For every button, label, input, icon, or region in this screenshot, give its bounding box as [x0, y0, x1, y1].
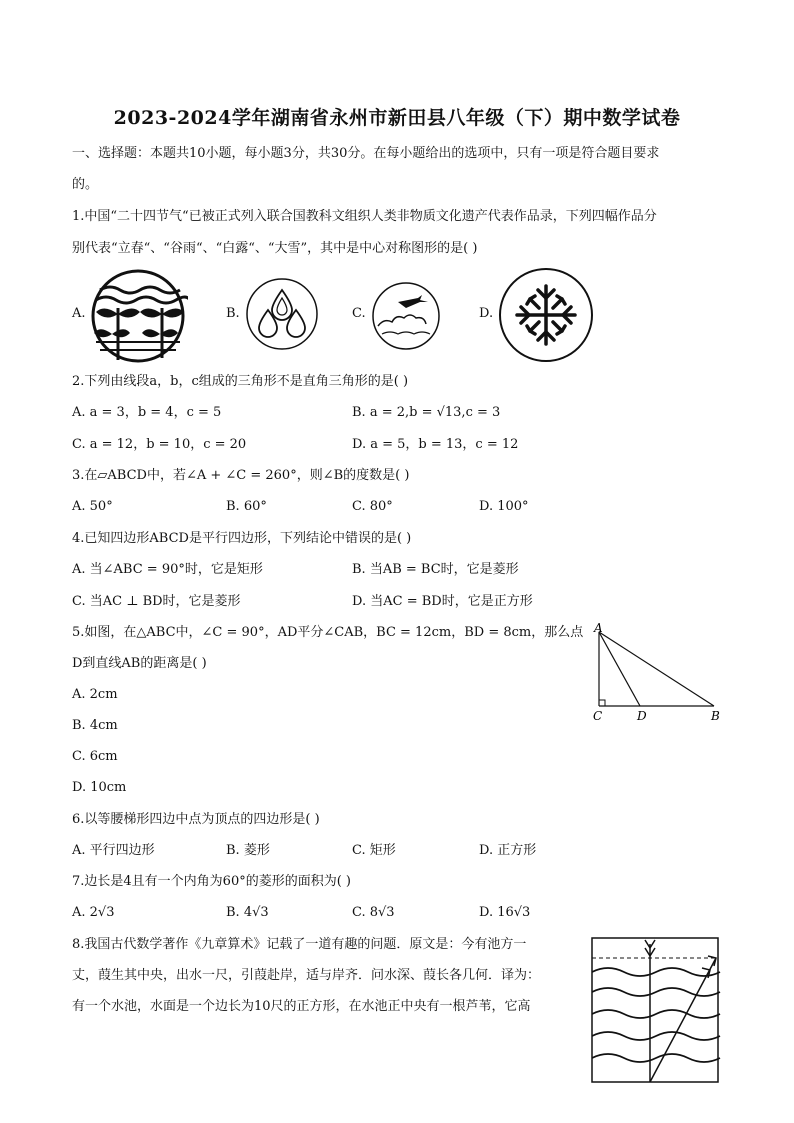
q4-stem: 4.已知四边形ABCD是平行四边形，下列结论中错误的是( ): [72, 531, 412, 546]
q3-option-d: D. 100°: [479, 499, 529, 514]
q5-stem-cont: D到直线AB的距离是( ): [72, 656, 207, 671]
q2-option-c: C. a = 12，b = 10，c = 20: [72, 437, 247, 452]
q8-stem: 8.我国古代数学著作《九章算术》记载了一道有趣的问题．原文是：今有池方一: [72, 937, 527, 952]
q5-stem: 5.如图，在△ABC中，∠C = 90°，AD平分∠CAB，BC = 12cm，BD = 8cm，那么点: [72, 625, 584, 640]
q7-stem: 7.边长是4且有一个内角为60°的菱形的面积为( ): [72, 874, 351, 889]
q1-stem-cont: 别代表“立春“、“谷雨“、“白露“、“大雪”，其中是中心对称图形的是( ): [72, 241, 478, 256]
q4-option-c: C. 当AC ⊥ BD时，它是菱形: [72, 594, 241, 609]
q4-option-b: B. 当AB = BC时，它是菱形: [352, 562, 519, 577]
q8-stem-cont1: 丈，葭生其中央，出水一尺，引葭赴岸，适与岸齐．问水深、葭长各几何．译为：: [72, 968, 541, 983]
q5-triangle-figure: [588, 620, 728, 726]
q1-stem: 1.中国“二十四节气“已被正式列入联合国教科文组织人类非物质文化遗产代表作品录，下列四幅作品分: [72, 209, 657, 224]
q8-pond-reed-figure: [590, 936, 722, 1086]
q1-figure-d-snowflake: [496, 266, 596, 364]
q7-option-b: B. 4√3: [226, 905, 269, 920]
q5-label-c: C: [593, 709, 603, 723]
q5-option-a: A. 2cm: [72, 687, 118, 702]
q6-option-b: B. 菱形: [226, 843, 270, 858]
q6-option-c: C. 矩形: [352, 843, 396, 858]
q5-option-c: C. 6cm: [72, 749, 118, 764]
q1-figure-c-white-dew: [370, 280, 442, 352]
q7-option-a: A. 2√3: [72, 905, 115, 920]
q5-option-b: B. 4cm: [72, 718, 118, 733]
q2-option-d: D. a = 5，b = 13，c = 12: [352, 437, 519, 452]
q3-option-c: C. 80°: [352, 499, 393, 514]
section-heading: 一、选择题：本题共10小题，每小题3分，共30分。在每小题给出的选项中，只有一项是符合题目要求: [72, 146, 660, 161]
q6-option-d: D. 正方形: [479, 843, 537, 858]
q4-option-d: D. 当AC = BD时，它是正方形: [352, 594, 533, 609]
q1-option-a-label: A.: [72, 306, 86, 321]
q5-option-d: D. 10cm: [72, 780, 127, 795]
q5-label-b: B: [711, 709, 720, 723]
section-heading-cont: 的。: [72, 177, 99, 192]
q1-option-c-label: C.: [352, 306, 366, 321]
q1-figure-b-grain-rain: [243, 276, 321, 352]
q1-option-b-label: B.: [226, 306, 240, 321]
q1-figure-a-spring: [88, 268, 188, 364]
q7-option-c: C. 8√3: [352, 905, 395, 920]
q3-option-a: A. 50°: [72, 499, 113, 514]
q8-stem-cont2: 有一个水池，水面是一个边长为10尺的正方形，在水池正中央有一根芦苇，它高: [72, 999, 531, 1014]
q2-option-a: A. a = 3，b = 4，c = 5: [72, 405, 222, 420]
q7-option-d: D. 16√3: [479, 905, 531, 920]
exam-title: 2023-2024学年湖南省永州市新田县八年级（下）期中数学试卷: [113, 107, 681, 129]
q4-option-a: A. 当∠ABC = 90°时，它是矩形: [72, 562, 263, 577]
q3-option-b: B. 60°: [226, 499, 267, 514]
q6-option-a: A. 平行四边形: [72, 843, 155, 858]
q3-stem: 3.在▱ABCD中，若∠A + ∠C = 260°，则∠B的度数是( ): [72, 468, 410, 483]
q6-stem: 6.以等腰梯形四边中点为顶点的四边形是( ): [72, 812, 320, 827]
q5-label-d: D: [637, 709, 647, 723]
q2-option-b: B. a = 2,b = √13,c = 3: [352, 405, 501, 420]
q2-stem: 2.下列由线段a，b，c组成的三角形不是直角三角形的是( ): [72, 374, 409, 389]
q5-label-a: A: [594, 621, 603, 635]
q1-option-d-label: D.: [479, 306, 494, 321]
